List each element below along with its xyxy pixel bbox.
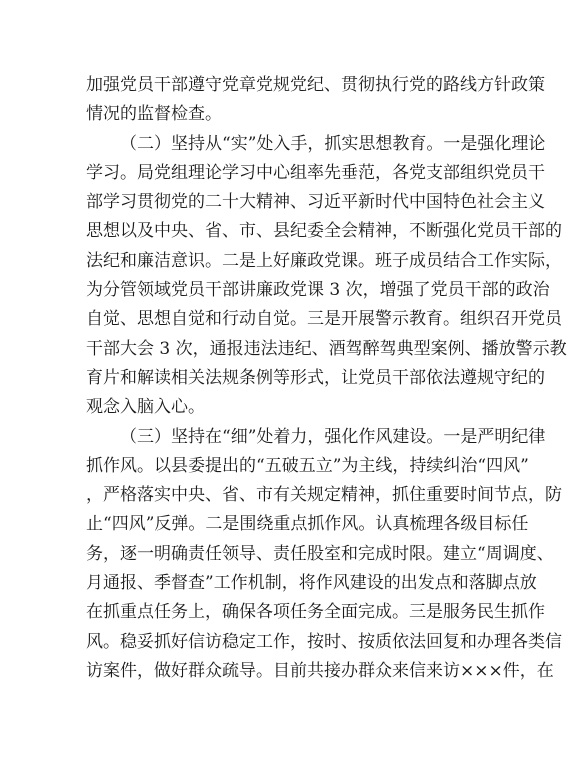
text-line: 月通报、季督查”工作机制，将作风建设的出发点和落脚点放 xyxy=(86,573,537,594)
paragraph-3 xyxy=(86,423,562,687)
text-line: 访案件，做好群众疏导。目前共接办群众来信来访×××件，在 xyxy=(86,660,554,681)
text-line: 学习。局党组理论学习中心组率先垂范，各党支部组织党员干 xyxy=(86,162,545,183)
text-line: 观念入脑入心。 xyxy=(86,397,205,418)
text-line: 法纪和廉洁意识。二是上好廉政党课。班子成员结合工作实际， xyxy=(86,250,562,271)
paragraph-2 xyxy=(86,130,567,423)
document-body xyxy=(86,71,567,686)
text-line: 育片和解读相关法规条例等形式，让党员干部依法遵规守纪的 xyxy=(86,367,545,388)
text-line: 务，逐一明确责任领导、责任股室和完成时限。建立“周调度、 xyxy=(86,543,554,564)
text-line: 抓作风。以县委提出的“五破五立”为主线，持续纠治“四风” xyxy=(86,455,529,476)
text-line: 风。稳妥抓好信访稳定工作，按时、按质依法回复和办理各类信 xyxy=(86,631,562,652)
text-line: 部学习贯彻党的二十大精神、习近平新时代中国特色社会主义 xyxy=(86,192,545,213)
text-line: （二）坚持从“实”处入手，抓实思想教育。一是强化理论 xyxy=(120,133,546,154)
text-line: 自觉、思想自觉和行动自觉。三是开展警示教育。组织召开党员 xyxy=(86,309,562,330)
text-line: （三）坚持在“细”处着力，强化作风建设。一是严明纪律 xyxy=(120,426,546,447)
text-line: 为分管领域党员干部讲廉政党课 3 次，增强了党员干部的政治 xyxy=(86,280,550,301)
text-line: 干部大会 3 次，通报违法违纪、酒驾醉驾典型案例、播放警示教 xyxy=(86,338,567,359)
text-line: 在抓重点任务上，确保各项任务全面完成。三是服务民生抓作 xyxy=(86,602,545,623)
paragraph-1 xyxy=(86,71,545,130)
text-line: ，严格落实中央、省、市有关规定精神，抓住重要时间节点，防 xyxy=(86,485,562,506)
text-line: 止“四风”反弹。二是围绕重点抓作风。认真梳理各级目标任 xyxy=(86,514,529,535)
text-line: 情况的监督检查。 xyxy=(86,104,222,125)
text-line: 思想以及中央、省、市、县纪委全会精神，不断强化党员干部的 xyxy=(86,221,562,242)
text-line: 加强党员干部遵守党章党规党纪、贯彻执行党的路线方针政策 xyxy=(86,75,545,95)
